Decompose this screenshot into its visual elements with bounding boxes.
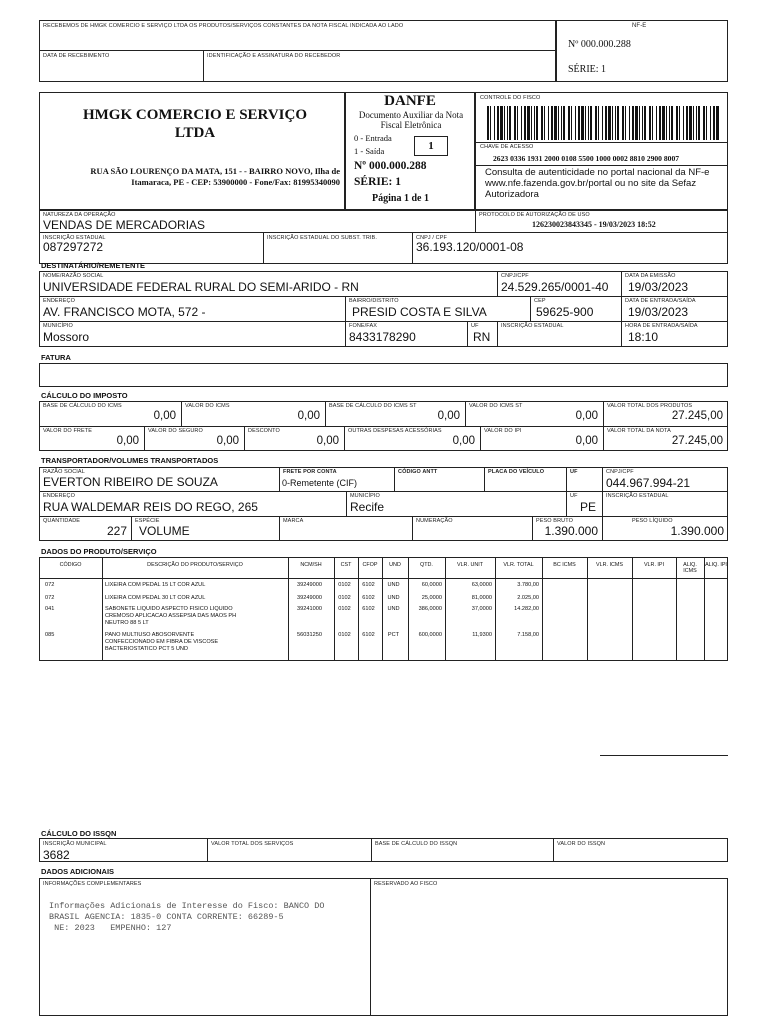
recipient-name-label: NOME/RAZÃO SOCIAL [43, 273, 104, 279]
product-ncm: 39249000 [297, 595, 322, 601]
product-header-cell: CST [340, 562, 352, 568]
numbering-label: NUMERAÇÃO [416, 518, 453, 524]
barcode-bar [622, 106, 624, 140]
transport-section: TRANSPORTADOR/VOLUMES TRANSPORTADOS [41, 456, 219, 465]
freight-value: 0-Remetente (CIF) [282, 478, 358, 488]
barcode-bar [514, 106, 516, 140]
freight-label: FRETE POR CONTA [283, 469, 337, 475]
barcode-bar [642, 106, 643, 140]
barcode-bar [676, 106, 678, 140]
barcode-bar [698, 106, 700, 140]
tax-value: 0,00 [316, 435, 339, 447]
issqn-base-label: BASE DE CÁLCULO DO ISSQN [375, 841, 458, 847]
additional-section: DADOS ADICIONAIS [41, 867, 115, 876]
barcode-bar [487, 106, 489, 140]
product-col-divider [704, 557, 705, 661]
product-header-cell: VLR. TOTAL [503, 562, 534, 568]
invoice-section: FATURA [41, 353, 71, 362]
product-col-divider [542, 557, 543, 661]
barcode-bar [524, 106, 526, 140]
barcode-bar [531, 106, 532, 140]
barcode-bar [671, 106, 673, 140]
barcode-bar [693, 106, 694, 140]
receipt-serie: SÉRIE: 1 [568, 64, 607, 75]
barcode-bar [656, 106, 657, 140]
protocol-value: 126230023843345 - 19/03/2023 18:52 [532, 220, 656, 229]
carrier-city-label: MUNICÍPIO [350, 493, 380, 499]
tax-value: 27.245,00 [671, 435, 723, 447]
product-code: 041 [45, 606, 55, 612]
product-total: 2.025,00 [517, 595, 539, 601]
product-header-cell: BC ICMS [553, 562, 576, 568]
barcode-bar [652, 106, 653, 140]
tax-value: 0,00 [575, 435, 598, 447]
barcode [487, 106, 719, 140]
barcode-bar [595, 106, 597, 140]
issqn-section: CÁLCULO DO ISSQN [41, 829, 117, 838]
barcode-bar [500, 106, 503, 140]
product-header-cell: QTD. [420, 562, 433, 568]
product-header-cell: NCM/SH [300, 562, 322, 568]
city-label: MUNICÍPIO [43, 323, 73, 329]
tax-label: DESCONTO [248, 428, 280, 434]
tax-label: BASE DE CÁLCULO DO ICMS ST [329, 403, 417, 409]
additional-box [39, 878, 728, 1016]
product-cfop: 6102 [362, 632, 375, 638]
brand-label: MARCA [283, 518, 304, 524]
nature-value: VENDAS DE MERCADORIAS [43, 218, 206, 232]
product-header-cell: ALIQ. ICMS [683, 562, 697, 574]
product-total: 3.780,00 [517, 582, 539, 588]
im-label: INSCRIÇÃO MUNICIPAL [43, 841, 107, 847]
tax-value: 0,00 [153, 410, 176, 422]
qty-label: QUANTIDADE [43, 518, 81, 524]
info-line-3: NE: 2023 EMPENHO: 127 [49, 923, 172, 933]
danfe-page: Página 1 de 1 [372, 193, 429, 204]
uf-value: RN [473, 330, 491, 344]
product-qtd: 600,0000 [418, 632, 442, 638]
address-value: AV. FRANCISCO MOTA, 572 - [43, 305, 206, 319]
product-desc: CREMOSO APLICACAO ASSEPSIA DAS MAOS PH [105, 613, 237, 619]
barcode-bar [521, 106, 522, 140]
info-line-1: Informações Adicionais de Interesse do Fisco: BANCO DO [49, 901, 325, 911]
tax-value: 0,00 [116, 435, 139, 447]
product-cst: 0102 [338, 582, 351, 588]
barcode-bar [563, 106, 565, 140]
product-qtd: 25,0000 [421, 595, 442, 601]
product-qtd: 386,0000 [418, 606, 442, 612]
reserved-label: RESERVADO AO FISCO [374, 881, 438, 887]
product-cfop: 6102 [362, 606, 375, 612]
cnpj-value: 36.193.120/0001-08 [416, 240, 524, 254]
tax-label: VALOR DO IPI [484, 428, 522, 434]
danfe-type-box: 1 [414, 136, 448, 156]
cep-value: 59625-900 [536, 305, 594, 319]
recipient-section: DESTINATÁRIO/REMETENTE [41, 261, 146, 270]
barcode-bar [716, 106, 719, 140]
product-qtd: 60,0000 [421, 582, 442, 588]
tax-label: VALOR DO SEGURO [148, 428, 203, 434]
product-ncm: 56031250 [297, 632, 322, 638]
product-ncm: 39241000 [297, 606, 322, 612]
product-header-cell: ALIQ. IPI [705, 562, 727, 568]
product-header-cell: DESCRIÇÃO DO PRODUTO/SERVIÇO [147, 562, 243, 568]
tax-label: BASE DE CÁLCULO DO ICMS [43, 403, 122, 409]
plate-label: PLACA DO VEÍCULO [488, 469, 545, 475]
carrier-name-label: RAZÃO SOCIAL [43, 469, 85, 475]
barcode-bar [494, 106, 495, 140]
danfe-title: DANFE [384, 93, 436, 109]
receipt-nfe-label: NF-E [632, 23, 647, 29]
product-header-cell: CÓDIGO [59, 562, 82, 568]
barcode-bar [710, 106, 711, 140]
tax-value: 0,00 [437, 410, 460, 422]
cep-label: CEP [534, 298, 546, 304]
barcode-bar [527, 106, 530, 140]
product-ncm: 39249000 [297, 582, 322, 588]
product-und: UND [387, 582, 400, 588]
danfe-serie: SÉRIE: 1 [354, 176, 401, 188]
ie-value: 087297272 [43, 240, 104, 254]
control-label: CONTROLE DO FISCO [480, 95, 541, 101]
product-unit: 11,9300 [472, 632, 492, 638]
entry-value: 19/03/2023 [628, 305, 689, 319]
barcode-bar [644, 106, 646, 140]
info-label: INFORMAÇÕES COMPLEMENTARES [43, 881, 142, 887]
barcode-bar [679, 106, 680, 140]
barcode-bar [608, 106, 611, 140]
net-value: 1.390.000 [670, 524, 724, 538]
products-section: DADOS DO PRODUTO/SERVIÇO [41, 547, 157, 556]
barcode-bar [625, 106, 626, 140]
barcode-bar [669, 106, 670, 140]
gross-label: PESO BRUTO [536, 518, 573, 524]
product-und: PCT [387, 632, 400, 638]
product-cfop: 6102 [362, 595, 375, 601]
nature-label: NATUREZA DA OPERAÇÃO [43, 212, 116, 218]
consult-text: Consulta de autenticidade no portal nacional da NF-e www.nfe.fazenda.gov.br/portal ou no site da Sefaz Autorizadora [485, 167, 710, 200]
barcode-bar [548, 106, 549, 140]
barcode-bar [706, 106, 707, 140]
barcode-bar [558, 106, 559, 140]
carrier-cnpj: 044.967.994-21 [606, 476, 691, 490]
city-value: Mossoro [43, 330, 90, 344]
barcode-bar [490, 106, 491, 140]
barcode-bar [602, 106, 603, 140]
key-label: CHAVE DE ACESSO [480, 144, 534, 150]
protocol-label: PROTOCOLO DE AUTORIZAÇÃO DE USO [479, 212, 590, 218]
tax-label: VALOR DO FRETE [43, 428, 92, 434]
danfe-subtitle: Documento Auxiliar da Nota Fiscal Eletrônica [358, 110, 464, 130]
species-value: VOLUME [139, 524, 190, 538]
barcode-bar [509, 106, 511, 140]
barcode-bar [561, 106, 562, 140]
barcode-bar [683, 106, 684, 140]
invoice-box [39, 363, 728, 387]
barcode-bar [605, 106, 607, 140]
barcode-bar [659, 106, 661, 140]
product-header-cell: VLR. ICMS [596, 562, 623, 568]
product-desc: LIXEIRA COM PEDAL 30 LT COR AZUL [105, 595, 206, 601]
carrier-uf2: PE [580, 500, 597, 514]
cnpj-label: CNPJ / CPF [416, 235, 447, 241]
receipt-number: Nº 000.000.288 [568, 39, 631, 50]
ie-st-label: INSCRIÇÃO ESTADUAL DO SUBST. TRIB. [267, 235, 377, 241]
barcode-bar [686, 106, 688, 140]
barcode-bar [536, 106, 538, 140]
im-value: 3682 [43, 848, 70, 862]
emission-label: DATA DA EMISSÃO [625, 273, 676, 279]
product-header-divider [39, 578, 728, 579]
barcode-bar [578, 106, 580, 140]
barcode-bar [541, 106, 543, 140]
barcode-bar [571, 106, 572, 140]
receipt-id-label: IDENTIFICAÇÃO E ASSINATURA DO RECEBEDOR [207, 53, 341, 59]
issqn-value-label: VALOR DO ISSQN [557, 841, 606, 847]
barcode-bar [590, 106, 592, 140]
product-desc: SABONETE LIQUIDO ASPECTO FISICO LIQUIDO [105, 606, 233, 612]
barcode-bar [629, 106, 630, 140]
carrier-ie-label: INSCRIÇÃO ESTADUAL [606, 493, 669, 499]
carrier-name: EVERTON RIBEIRO DE SOUZA [43, 475, 218, 489]
services-label: VALOR TOTAL DOS SERVIÇOS [211, 841, 294, 847]
recipient-name: UNIVERSIDADE FEDERAL RURAL DO SEMI-ARIDO - RN [43, 280, 359, 294]
barcode-bar [649, 106, 651, 140]
time-value: 18:10 [628, 330, 659, 344]
barcode-bar [568, 106, 570, 140]
address-label: ENDEREÇO [43, 298, 75, 304]
access-key: 2623 0336 1931 2000 0108 5500 1000 0002 8810 2900 8007 [493, 154, 680, 163]
species-label: ESPÉCIE [135, 518, 160, 524]
barcode-bar [581, 106, 584, 140]
product-cfop: 6102 [362, 582, 375, 588]
tax-label: VALOR TOTAL DA NOTA [607, 428, 671, 434]
barcode-bar [632, 106, 634, 140]
emitter-name: HMGK COMERCIO E SERVIÇO LTDA [82, 107, 308, 141]
recipient-ie-label: INSCRIÇÃO ESTADUAL [501, 323, 564, 329]
barcode-bar [635, 106, 638, 140]
danfe-number: Nº 000.000.288 [354, 160, 427, 172]
tax-section: CÁLCULO DO IMPOSTO [41, 391, 128, 400]
danfe-entrada: 0 - Entrada [354, 133, 392, 143]
barcode-bar [612, 106, 613, 140]
barcode-bar [534, 106, 535, 140]
barcode-bar [639, 106, 640, 140]
ie-label: INSCRIÇÃO ESTADUAL [43, 235, 106, 241]
barcode-bar [585, 106, 586, 140]
barcode-bar [666, 106, 667, 140]
product-unit: 37,0000 [471, 606, 492, 612]
tax-value: 0,00 [216, 435, 239, 447]
gross-value: 1.390.000 [544, 524, 598, 538]
recipient-cnpj: 24.529.265/0001-40 [501, 280, 609, 294]
product-header-cell: VLR. UNIT [456, 562, 484, 568]
product-total: 14.282,00 [514, 606, 539, 612]
barcode-bar [504, 106, 505, 140]
receipt-date-label: DATA DE RECEBIMENTO [43, 53, 110, 59]
tax-value: 0,00 [575, 410, 598, 422]
barcode-bar [615, 106, 616, 140]
carrier-uf2-label: UF [570, 493, 578, 499]
barcode-bar [517, 106, 518, 140]
emission-value: 19/03/2023 [628, 280, 689, 294]
product-desc: NEUTRO 88 5 LT [105, 620, 149, 626]
barcode-bar [703, 106, 705, 140]
carrier-uf-label: UF [570, 469, 578, 475]
time-label: HORA DE ENTRADA/SAÍDA [625, 323, 698, 329]
barcode-bar [617, 106, 619, 140]
product-header-cell: VLR. IPI [643, 562, 665, 568]
product-cst: 0102 [338, 606, 351, 612]
product-header-cell: UND [389, 562, 401, 568]
barcode-bar [575, 106, 576, 140]
product-unit: 63,0000 [471, 582, 492, 588]
district-value: PRESID COSTA E SILVA [352, 305, 487, 319]
barcode-bar [588, 106, 589, 140]
barcode-bar [598, 106, 599, 140]
barcode-bar [551, 106, 553, 140]
barcode-bar [497, 106, 499, 140]
uf-label: UF [471, 323, 479, 329]
receipt-stub [39, 20, 556, 82]
emitter-address: RUA SÃO LOURENÇO DA MATA, 151 - - BAIRRO NOVO, Ilha de Itamaraca, PE - CEP: 53900000 - Fone/Fax: 81995340090 [90, 166, 340, 187]
carrier-address: RUA WALDEMAR REIS DO REGO, 265 [43, 500, 258, 514]
tax-value: 27.245,00 [671, 410, 723, 422]
product-code: 072 [45, 582, 55, 588]
product-col-divider [587, 557, 588, 661]
antt-label: CÓDIGO ANTT [398, 469, 438, 475]
barcode-bar [696, 106, 697, 140]
product-code: 085 [45, 632, 55, 638]
carrier-city: Recife [350, 500, 385, 514]
product-und: UND [387, 595, 400, 601]
tax-label: VALOR DO ICMS [185, 403, 230, 409]
entry-label: DATA DE ENTRADA/SAÍDA [625, 298, 696, 304]
product-header-cell: CFOP [362, 562, 378, 568]
net-label: PESO LÍQUIDO [632, 518, 673, 524]
receipt-text: RECEBEMOS DE HMGK COMERCIO E SERVIÇO LTDA OS PRODUTOS/SERVIÇOS CONSTANTES DA NOTA FISCAL INDICADA AO LADO [43, 23, 404, 29]
product-desc: LIXEIRA COM PEDAL 15 LT COR AZUL [105, 582, 206, 588]
phone-label: FONE/FAX [349, 323, 377, 329]
barcode-bar [544, 106, 545, 140]
phone-value: 8433178290 [349, 330, 416, 344]
tax-value: 0,00 [297, 410, 320, 422]
info-line-2: BRASIL AGENCIA: 1835-0 CONTA CORRENTE: 66289-5 [49, 912, 284, 922]
product-desc: PANO MULTIUSO ABOSORVENTE [105, 632, 195, 638]
carrier-address-label: ENDEREÇO [43, 493, 75, 499]
tax-label: VALOR DO ICMS ST [469, 403, 523, 409]
district-label: BAIRRO/DISTRITO [349, 298, 399, 304]
product-desc: CONFECCIONADO EM FIBRA DE VISCOSE [105, 639, 219, 645]
product-cst: 0102 [338, 595, 351, 601]
product-desc: BACTERIOSTATICO PCT 5 UND [105, 646, 188, 652]
barcode-bar [662, 106, 665, 140]
barcode-bar [689, 106, 692, 140]
tax-label: OUTRAS DESPESAS ACESSÓRIAS [348, 428, 442, 434]
barcode-bar [713, 106, 715, 140]
product-total: 7.158,00 [517, 632, 539, 638]
tax-label: VALOR TOTAL DOS PRODUTOS [607, 403, 693, 409]
qty-value: 227 [106, 524, 127, 538]
product-cst: 0102 [338, 632, 351, 638]
product-und: UND [387, 606, 400, 612]
danfe-saida: 1 - Saída [354, 146, 385, 156]
barcode-bar [507, 106, 508, 140]
product-unit: 81,0000 [471, 595, 492, 601]
carrier-cnpj-label: CNPJ/CPF [606, 469, 634, 475]
product-col-divider [632, 557, 633, 661]
barcode-bar [554, 106, 557, 140]
recipient-cnpj-label: CNPJ/CPF [501, 273, 529, 279]
tax-value: 0,00 [452, 435, 475, 447]
product-code: 072 [45, 595, 55, 601]
